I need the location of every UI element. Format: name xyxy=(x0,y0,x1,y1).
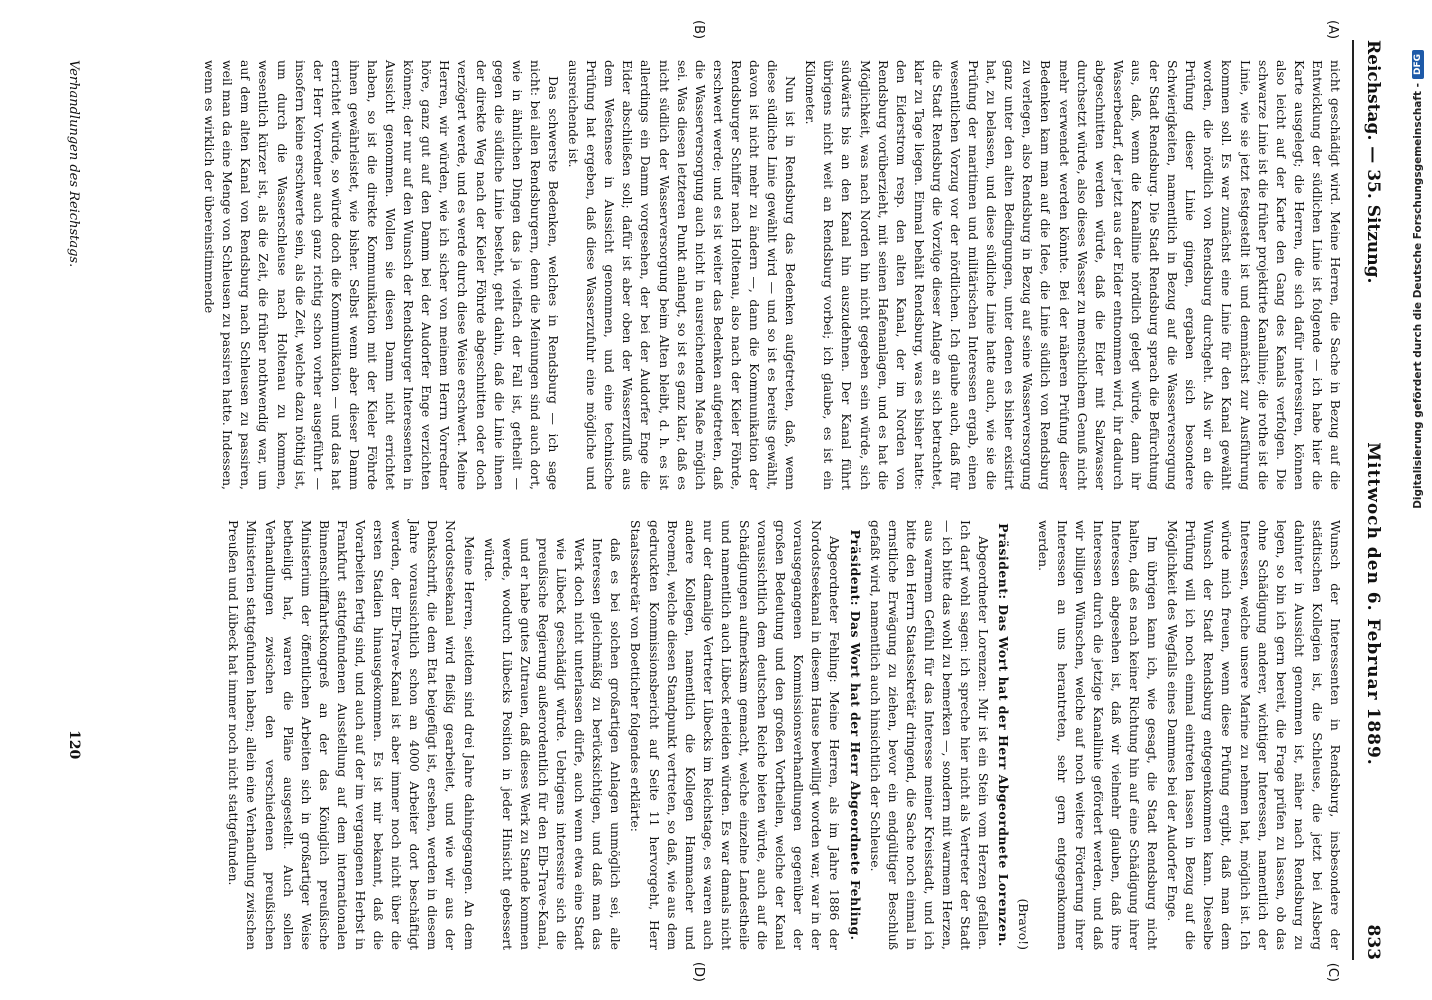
margin-marker-a: (A) xyxy=(1325,20,1340,40)
margin-marker-d: (D) xyxy=(691,961,706,982)
dfg-logo: DFG xyxy=(1412,50,1424,79)
credit-text: Digitalisierung gefördert durch die Deutsche Forschungsgemeinschaft - xyxy=(1412,83,1424,509)
paragraph: Abgeordneter Lorenzen: Mir ist ein Stein vom Herzen gefallen. Ich darf wohl sagen: ich spreche hier nicht als Vertreter der Stadt — ich bitte das wohl zu bemerken —, sondern mit warmem Herzen, aus warmem Gefühl für das Interesse meiner Kreisstadt, und ich bitte den Herrn Staatssekretär dringend, die Sache noch einmal in ernstliche Erwägung zu ziehen, bevor ein endgültiger Beschluß gefaßt wird, namentlich auch hinsichtlich der Schleuse. xyxy=(867,520,992,950)
header-date: Mittwoch den 6. Februar 1889. xyxy=(1363,442,1383,766)
header-left: Reichstag. — 35. Sitzung. xyxy=(1363,40,1383,284)
digitization-credit xyxy=(1406,50,1430,990)
paragraph: Meine Herren, seitdem sind drei Jahre dahingegangen. An dem Nordostseekanal wird fleißig gearbeitet, und wie wir aus der Denkschrift, die dem Etat beigefügt ist, ersehen, werden in diesem Jahre voraussichtlich schon an 4000 Arbeiter dort beschäftigt werden, der Elb-Trave-Kanal ist aber immer noch nicht über die ersten Stadien hinausgekommen. Es ist mir bekannt, daß die Vorarbeiten fertig sind, und auch auf der im vergangenen Herbst in Frankfurt stattgefundenen Ausstellung auf dem internationalen Binnenschifffahrtskongreß an der das Königlich preußische Ministerium der öffentlichen Arbeiten sich in großartiger Weise betheiligt hat, waren die Pläne ausgestellt. Auch sollen Verhandlungen zwischen den verschiedenen preußischen Ministerien stattgefunden haben; allein eine Verhandlung zwischen Preußen und Lübeck hat immer noch nicht stattgefunden. xyxy=(226,520,477,950)
margin-marker-c: (C) xyxy=(1325,962,1340,982)
quotation: daß es bei solchen großartigen Anlagen unmöglich sei, alle Interessen gleichmäßig zu berücksichtigen, und daß man das Werk doch nicht unterlassen dürfe, auch wenn etwa eine Stadt wie Lübeck geschädigt würde. Uebrigens interessire sich die preußische Regierung außerordentlich für den Elb-Trave-Kanal, und er habe gutes Zutrauen, daß dieses Werk zu Stande kommen werde, wodurch Lübecks Position in jeder Hinsicht gebessert würde. xyxy=(481,538,624,950)
footer-left: Verhandlungen des Reichstags. xyxy=(66,60,81,268)
document-page xyxy=(26,10,1406,990)
page-header xyxy=(1358,40,1388,960)
paragraph: nicht geschädigt wird. Meine Herren, die Sache in Bezug auf die Entwicklung der südlichen Linie ist folgende — ich habe hier die Karte ausgelegt; die Herren, die sich dafür interessiren, können also leicht auf der Karte den Gang des Kanals verfolgen. Die schwarze Linie ist die früher projektirte Kanallinie; die rothe ist die Linie, wie sie jetzt festgestellt ist und demnächst zur Ausführung kommen soll. Es war zunächst eine Linie für den Kanal gewählt worden, die nördlich von Rendsburg durchgeht. Als wir an die Prüfung dieser Linie gingen, ergaben sich besondere Schwierigkeiten, namentlich in Bezug auf die Wasserversorgung der Stadt Rendsburg. Die Stadt Rendsburg sprach die Befürchtung aus, daß, wenn die Kanallinie nördlich gelegt würde, dann ihr Wasserbedarf, der jetzt aus der Eider entnommen wird, ihr dadurch abgeschnitten werden würde, daß die Eider mit Salzwasser durchsetzt würde, also dieses Wasser zu menschlichem Genuß nicht mehr verwendet werden könnte. Bei der näheren Prüfung dieser Bedenken kam man auf die Idee, die Linie südlich von Rendsburg zu verlegen, also Rendsburg in Bezug auf seine Wasserversorgung ganz unter den alten Bedingungen, unter denen es bisher existirt hat, zu belassen, und diese südliche Linie hatte auch, wie sie die Prüfung der maritimen und militärischen Interessen ergab, einen wesentlichen Vorzug vor der nördlichen. Ich glaube auch, daß für die Stadt Rendsburg die Vorzüge dieser Anlage an sich betrachtet, klar zu Tage liegen. Einmal behält Rendsburg, was es bisher hatte: den Eiderstrom resp. den alten Kanal, der im Norden von Rendsburg vorüberzieht, mit seinen Hafenanlagen, und es hat die Möglichkeit, was nach Norden hin nicht gegeben sein würde, sich südwärts bis an den Kanal hin auszudehnen. Der Kanal führt übrigens nicht weit an Rendsburg vorbei; ich glaube, es ist ein Kilometer. xyxy=(803,60,1343,490)
paragraph: Abgeordneter Fehling: Meine Herren, als im Jahre 1886 der Nordostseekanal in diesem Hause bewilligt worden war, war in der vorausgegangenen Kommissionsverhandlungen gegenüber der großen Bedeutung und den großen Vortheilen, welche der Kanal voraussichtlich dem deutschen Reiche bieten würde, auch auf die Schädigungen aufmerksam gemacht, welche einzelne Landestheile und namentlich auch Lübeck erleiden würden. Es war damals nicht nur der damalige Vertreter Lübecks im Reichstage, es waren auch andere Kollegen, namentlich die Kollegen Hammacher und Broemel, welche diesen Standpunkt vertreten, so daß, wie aus dem gedruckten Kommissionsbericht auf Seite 11 hervorgeht, Herr Staatssekretär von Boetticher folgendes erklärte: xyxy=(628,520,843,950)
speaker-line: Präsident: Das Wort hat der Herr Abgeordnete Fehling. xyxy=(847,529,863,941)
speaker-line: Präsident: Das Wort hat der Herr Abgeordnete Lorenzen. xyxy=(996,523,1012,947)
paragraph: Nun ist in Rendsburg das Bedenken aufgetreten, daß, wenn diese südliche Linie gewählt wird — und so ist es bereits gewählt, davon ist nicht mehr zu ändern —, dann die Kommunikation der Rendsburger Schiffer nach Holtenau, also nach der Kieler Föhrde, erschwert werde; und es ist weiter das Bedenken aufgetreten, daß die Wasserversorgung auch nicht in ausreichendem Maße möglich sei. Was diesen letzteren Punkt anlangt, so ist es ganz klar, daß es nicht südlich der Wasserversorgung beim Alten bleibt, d. h. es ist allerdings ein Damm vorgesehen, der bei der Audorfer Enge die Eider abschließen soll; dafür ist aber oben der Wasserzufluß aus dem Westensee in Aussicht genommen, und eine technische Prüfung hat ergeben, daß diese Wasserzufuhr eine mögliche und ausreichende ist. xyxy=(566,60,799,490)
left-column xyxy=(96,60,1344,490)
paragraph: Im übrigen kann ich, wie gesagt, die Stadt Rendsburg nicht halten, daß es nach keiner Richtung hin auf eine Schädigung ihrer Interessen abgesehen ist, daß wir vielmehr glauben, daß ihre Interessen durch die jetzige Kanallinie gefördert werden, und daß wir billigen Wünschen, welche auf noch weitere Förderung ihrer Interessen an uns herantreten, sehr gern entgegenkommen werden. xyxy=(1036,520,1161,950)
signature-number: 120 xyxy=(66,730,82,760)
header-rule xyxy=(1352,40,1354,960)
right-column xyxy=(96,520,1344,950)
applause-note: (Bravo!) xyxy=(1016,898,1032,950)
paragraph: Wunsch der Interessenten in Rendsburg, insbesondere der städtischen Kollegien ist, die Schleuse, die jetzt bei Alsberg dahinter in Aussicht genommen ist, näher nach Rendsburg zu legen, so bin ich gern bereit, die Frage prüfen zu lassen, ob das ohne Schädigung anderer, wichtiger Interessen, namentlich der Interessen, welche unsere Marine zu nehmen hat, möglich ist. Ich würde mich freuen, wenn diese Prüfung ergibt, daß man dem Wunsch der Stadt Rendsburg entgegenkommen kann. Dieselbe Prüfung will ich noch einmal eintreten lassen in Bezug auf die Möglichkeit des Wegfalls eines Dammes bei der Audorfer Enge. xyxy=(1165,520,1343,950)
page-number: 833 xyxy=(1363,924,1383,960)
margin-marker-b: (B) xyxy=(691,20,706,40)
paragraph: Das schwerste Bedenken, welches in Rendsburg — ich sage nicht: bei allen Rendsburgern, denn die Meinungen sind auch dort, wie in ähnlichen Dingen das ja vielfach der Fall ist, getheilt — gegen die südliche Linie besteht, geht dahin, daß die Linie ihnen der direkte Weg nach der Kieler Föhrde abgeschnitten oder doch verzögert werde, und es werde durch diese Weise erschwert. Meine Herren, wir würden, wie ich sicher von meinem Herrn Vorredner höre, ganz gut auf den Damm bei der Audorfer Enge verzichten können; der nur auf den Wunsch der Rendsburger Interessenten in Aussicht genommen. Wollen sie diesen Damm nicht errichtet haben, so ist die direkte Kommunikation mit der Kieler Föhrde ihnen gewährleistet, wie bisher. Selbst wenn aber dieser Damm errichtet würde, so würde doch die Kommunikation — und das hat der Herr Vorredner auch ganz richtig schon vorher ausgeführt — insofern keine erschwerte sein, als die Zeit, welche dazu nöthig ist, um durch die Wasserschleuse nach Holtenau zu kommen, wesentlich kürzer ist, als die Zeit, die früher nothwendig war, um auf dem alten Kanal von Rendsburg nach Schleusen zu passiren, weil man da eine Menge von Schleusen zu passiren hatte. Indessen, wenn es wirklich der übereinstimmende xyxy=(202,60,561,490)
